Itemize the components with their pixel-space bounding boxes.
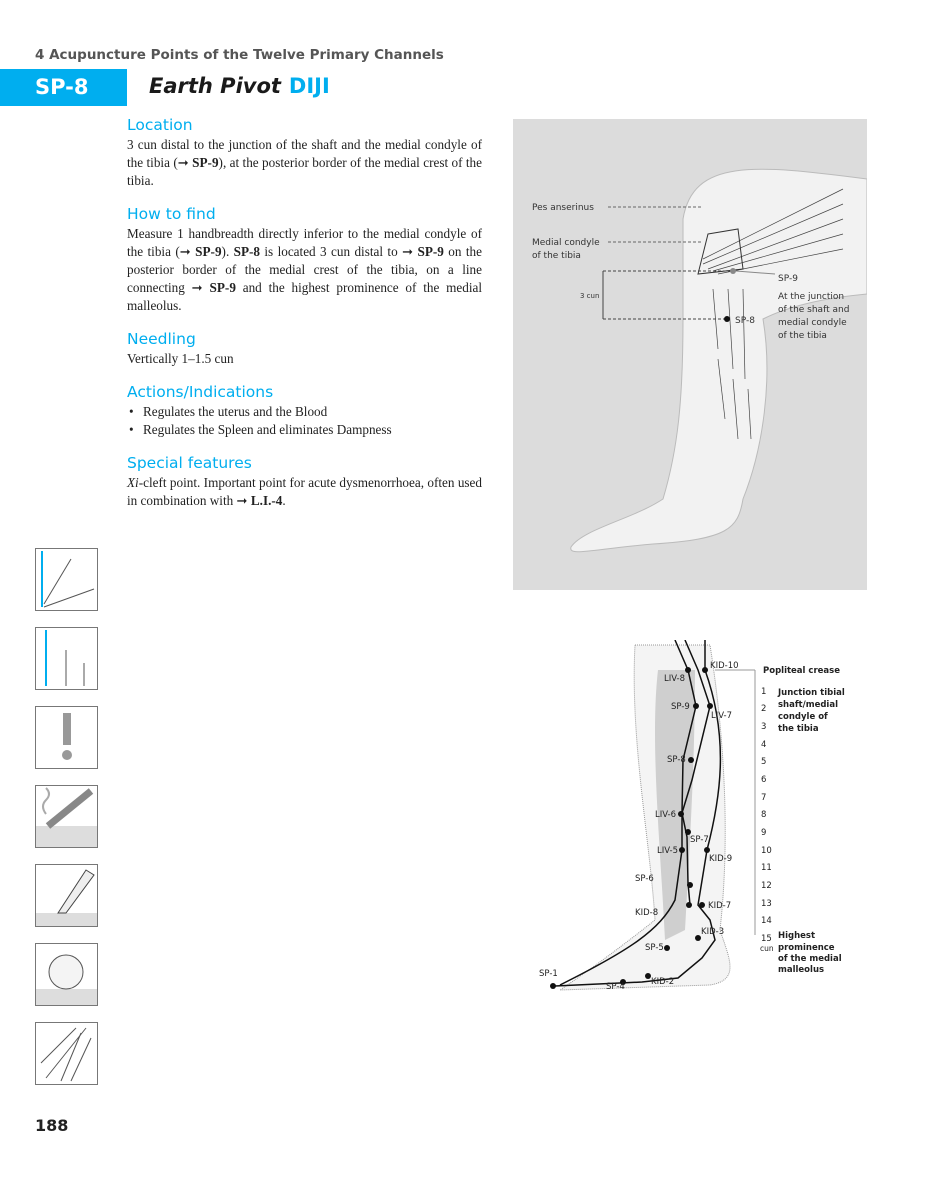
point-ref: SP-9: [195, 244, 222, 259]
point-label: SP-5: [645, 943, 664, 953]
text: -cleft point. Important point for acute dysmenorrhoea, often used in combination with: [127, 475, 482, 508]
scale-tick: 5: [761, 757, 767, 767]
label-junction: of the tibia: [778, 331, 827, 341]
location-text: [127, 136, 482, 190]
text: and the highest prominence of the medial malleolus.: [127, 280, 483, 313]
label-junction: Junction tibial: [778, 688, 845, 698]
hand-skeleton-icon: [35, 1022, 98, 1085]
actions-heading: Actions/Indications: [127, 383, 274, 401]
label-sp9: SP-9: [778, 274, 798, 284]
point-label: KID-3: [701, 927, 725, 937]
cun-scale: [760, 687, 774, 953]
moxibustion-icon: [35, 785, 98, 848]
label-junction: of the shaft and: [778, 305, 850, 315]
arrow-icon: ➞: [191, 280, 203, 295]
point-description: [127, 116, 482, 525]
point-label: SP-1: [539, 969, 558, 979]
scale-tick: 2: [761, 704, 767, 714]
label-junction: condyle of: [778, 712, 828, 722]
point-label: SP-8: [667, 755, 686, 765]
running-header: 4 Acupuncture Points of the Twelve Primary Channels: [35, 47, 444, 63]
point-label: KID-2: [651, 977, 675, 987]
point-label: KID-8: [635, 908, 659, 918]
point-label: LIV-5: [657, 846, 679, 856]
label-popliteal-crease: Popliteal crease: [763, 666, 840, 676]
needling-text: Vertically 1–1.5 cun: [127, 351, 234, 366]
special-features-heading: Special features: [127, 454, 252, 472]
scale-tick: 15: [761, 934, 772, 944]
needle-icon: [35, 548, 98, 611]
scale-tick: 13: [761, 899, 772, 909]
arrow-icon: ➞: [177, 155, 189, 170]
label-junction: medial condyle: [778, 318, 847, 328]
label-junction: shaft/medial: [778, 700, 838, 710]
point-label: SP-4: [606, 982, 625, 992]
point-ref: SP-9: [192, 155, 219, 170]
arrow-icon: ➞: [236, 493, 248, 508]
cupping-icon: [35, 943, 98, 1006]
scale-tick: 8: [761, 810, 767, 820]
label-junction: At the junction: [778, 292, 845, 302]
arrow-icon: ➞: [179, 244, 191, 259]
label-junction: the tibia: [778, 724, 819, 734]
leg-photo-illustration: [513, 119, 867, 590]
caution-icon: [35, 706, 98, 769]
scale-tick: 3: [761, 722, 767, 732]
channel-diagram: [530, 640, 850, 1000]
text: is located 3 cun distal to: [260, 244, 403, 259]
press-needle-icon: [35, 864, 98, 927]
page-number: 188: [35, 1116, 69, 1135]
point-code-tab: SP-8: [0, 69, 127, 106]
scale-tick: 4: [761, 740, 767, 750]
label-medial-condyle: Medial condyle: [532, 238, 600, 248]
label-malleolus: Highest: [778, 931, 816, 941]
point-label: SP-9: [671, 702, 690, 712]
sp8-point: [724, 316, 730, 322]
actions-list: [127, 403, 482, 439]
text: 3 cun distal to the junction of the shaft and the medial condyle of the tibia (: [127, 137, 482, 170]
how-to-find-text: [127, 225, 482, 315]
point-label: KID-7: [708, 901, 732, 911]
label-medial-condyle: of the tibia: [532, 251, 581, 261]
label-pes-anserinus: Pes anserinus: [532, 203, 594, 213]
pinyin-name: DIJI: [288, 74, 330, 98]
how-to-find-heading: How to find: [127, 205, 216, 223]
point-ref: SP-9: [209, 280, 236, 295]
list-item: • Regulates the uterus and the Blood: [127, 403, 482, 421]
text: Measure 1 handbreadth directly inferior to the medial condyle of the tibia (: [127, 226, 482, 259]
label-3-cun: 3 cun: [580, 292, 600, 300]
arrow-icon: ➞: [402, 244, 414, 259]
special-features-text: [127, 474, 482, 510]
point-ref: L.I.-4: [250, 493, 283, 508]
point-title: [149, 74, 330, 98]
location-heading: Location: [127, 116, 193, 134]
leg-photo: [513, 119, 867, 590]
sp9-point: [730, 268, 736, 274]
point-label: LIV-7: [711, 711, 733, 721]
needling-heading: Needling: [127, 330, 196, 348]
point-label: KID-9: [709, 854, 733, 864]
point-label: LIV-8: [664, 674, 686, 684]
scale-tick: 7: [761, 793, 767, 803]
label-malleolus: of the medial: [778, 954, 842, 964]
point-label: SP-7: [690, 835, 709, 845]
text: ).: [221, 244, 234, 259]
scale-tick: 14: [761, 916, 772, 926]
text: ), at the posterior border of the medial crest of the tibia.: [127, 155, 482, 188]
label-sp8: SP-8: [735, 316, 755, 326]
leg-outline: [560, 645, 733, 990]
point-label: KID-10: [710, 661, 739, 671]
scale-tick: 9: [761, 828, 767, 838]
scale-tick: 12: [761, 881, 772, 891]
list-item: • Regulates the Spleen and eliminates Dampness: [127, 421, 482, 439]
point-ref: SP-9: [417, 244, 444, 259]
label-malleolus: malleolus: [778, 965, 825, 975]
label-malleolus: prominence: [778, 943, 835, 953]
text: Xi: [127, 475, 139, 490]
scale-tick: 1: [761, 687, 767, 697]
point-name: Earth Pivot: [149, 74, 281, 98]
scale-tick: 6: [761, 775, 767, 785]
text: on the posterior border of the medial crest of the tibia, on a line connecting: [127, 244, 482, 295]
point-label: SP-6: [635, 874, 654, 884]
scale-tick: 11: [761, 863, 772, 873]
scale-unit: cun: [760, 944, 774, 953]
point-label: LIV-6: [655, 810, 677, 820]
needles-icon: [35, 627, 98, 690]
scale-tick: 10: [761, 846, 772, 856]
text: .: [282, 493, 286, 508]
point-ref: SP-8: [233, 244, 260, 259]
